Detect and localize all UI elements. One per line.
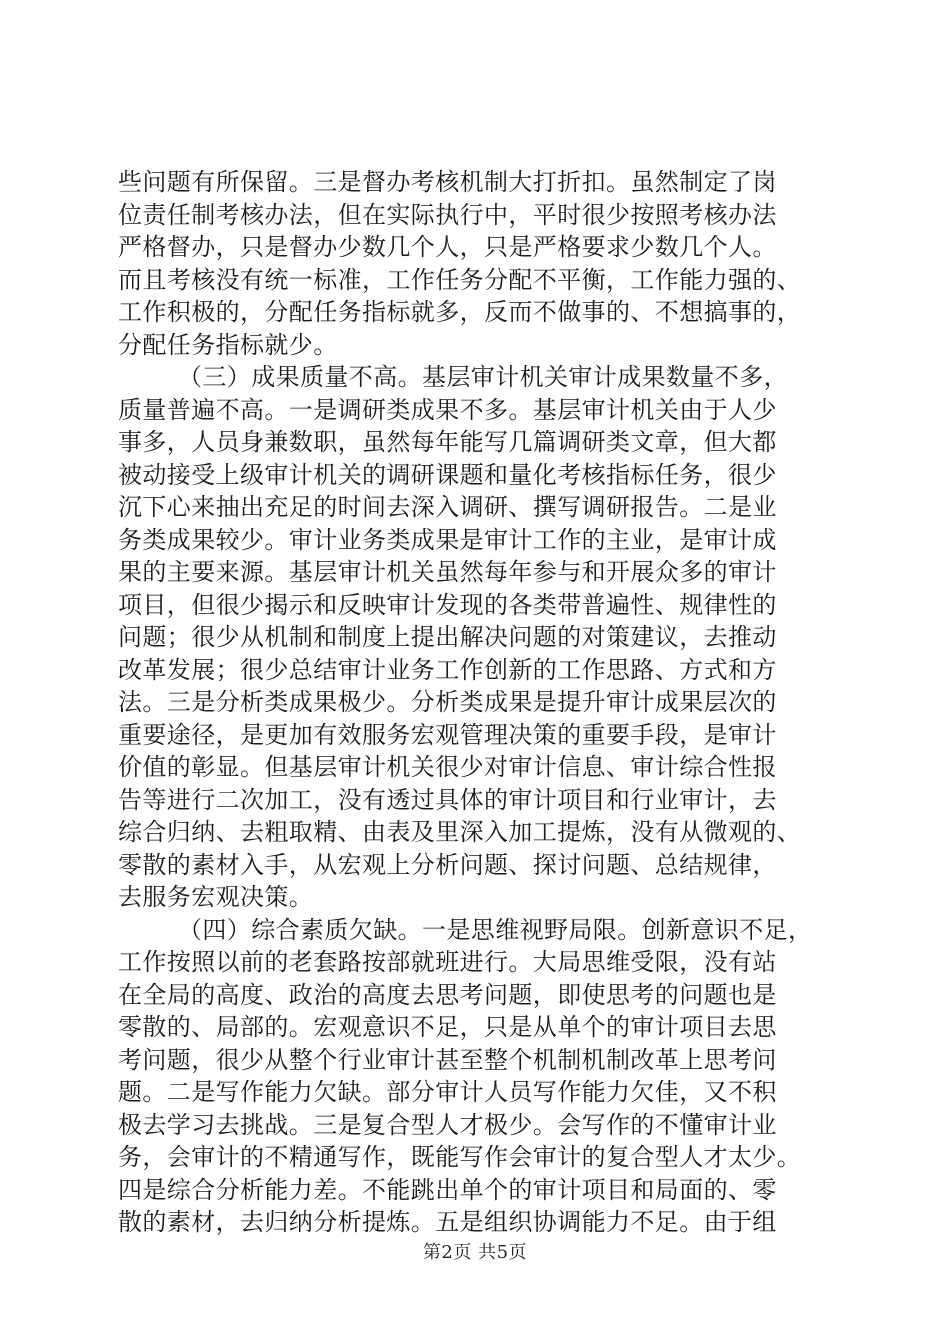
text-line: 法。三是分析类成果极少。分析类成果是提升审计成果层次的	[118, 688, 777, 716]
text-line: 改革发展；很少总结审计业务工作创新的工作思路、方式和方	[118, 655, 777, 684]
text-line: 事多，人员身兼数职，虽然每年能写几篇调研类文章，但大都	[118, 428, 777, 456]
text-line: 工作积极的，分配任务指标就多，反而不做事的、不想搞事的，	[118, 298, 802, 326]
text-line: 而且考核没有统一标准，工作任务分配不平衡，工作能力强的、	[118, 265, 802, 294]
text-line: 分配任务指标就少。	[118, 330, 338, 359]
text-line: 零散的、局部的。宏观意识不足，只是从单个的审计项目去思	[118, 1013, 777, 1041]
text-line: 果的主要来源。基层审计机关虽然每年参与和开展众多的审计	[118, 558, 777, 586]
text-line: 务类成果较少。审计业务类成果是审计工作的主业，是审计成	[118, 525, 777, 554]
text-line: 沉下心来抽出充足的时间去深入调研、撰写调研报告。二是业	[118, 493, 777, 521]
text-line: 重要途径，是更加有效服务宏观管理决策的重要手段，是审计	[118, 720, 777, 749]
text-line: 些问题有所保留。三是督办考核机制大打折扣。虽然制定了岗	[118, 168, 777, 196]
text-line: 四是综合分析能力差。不能跳出单个的审计项目和局面的、零	[118, 1175, 777, 1204]
text-line: 散的素材，去归纳分析提炼。五是组织协调能力不足。由于组	[118, 1208, 777, 1236]
page-number-footer: 第2页 共5页	[422, 1242, 528, 1263]
text-line: 在全局的高度、政治的高度去思考问题，即使思考的问题也是	[118, 980, 777, 1009]
text-line: 严格督办，只是督办少数几个人，只是严格要求少数几个人。	[118, 233, 777, 261]
text-line: 项目，但很少揭示和反映审计发现的各类带普遍性、规律性的	[118, 590, 777, 619]
text-line: 题。二是写作能力欠缺。部分审计人员写作能力欠佳，又不积	[118, 1078, 777, 1106]
text-line: 工作按照以前的老套路按部就班进行。大局思维受限，没有站	[118, 948, 777, 976]
text-line: 去服务宏观决策。	[118, 883, 314, 911]
text-line: 务，会审计的不精通写作，既能写作会审计的复合型人才太少。	[118, 1143, 802, 1171]
text-line: 质量普遍不高。一是调研类成果不多。基层审计机关由于人少	[118, 395, 777, 424]
section-heading-line: （三）成果质量不高。基层审计机关审计成果数量不多，	[178, 363, 788, 391]
body-text	[118, 166, 832, 1239]
text-line: 零散的素材入手，从宏观上分析问题、探讨问题、总结规律，	[118, 850, 777, 879]
text-line: 综合归纳、去粗取精、由表及里深入加工提炼，没有从微观的、	[118, 818, 802, 846]
section-heading-line: （四）综合素质欠缺。一是思维视野局限。创新意识不足，	[178, 915, 813, 944]
text-line: 告等进行二次加工，没有透过具体的审计项目和行业审计，去	[118, 785, 777, 814]
text-line: 价值的彰显。但基层审计机关很少对审计信息、审计综合性报	[118, 753, 777, 781]
text-line: 被动接受上级审计机关的调研课题和量化考核指标任务，很少	[118, 460, 777, 489]
text-line: 考问题，很少从整个行业审计甚至整个机制机制改革上思考问	[118, 1045, 777, 1074]
text-line: 位责任制考核办法，但在实际执行中，平时很少按照考核办法	[118, 200, 777, 229]
text-line: 问题；很少从机制和制度上提出解决问题的对策建议，去推动	[118, 623, 777, 651]
text-line: 极去学习去挑战。三是复合型人才极少。会写作的不懂审计业	[118, 1110, 777, 1139]
